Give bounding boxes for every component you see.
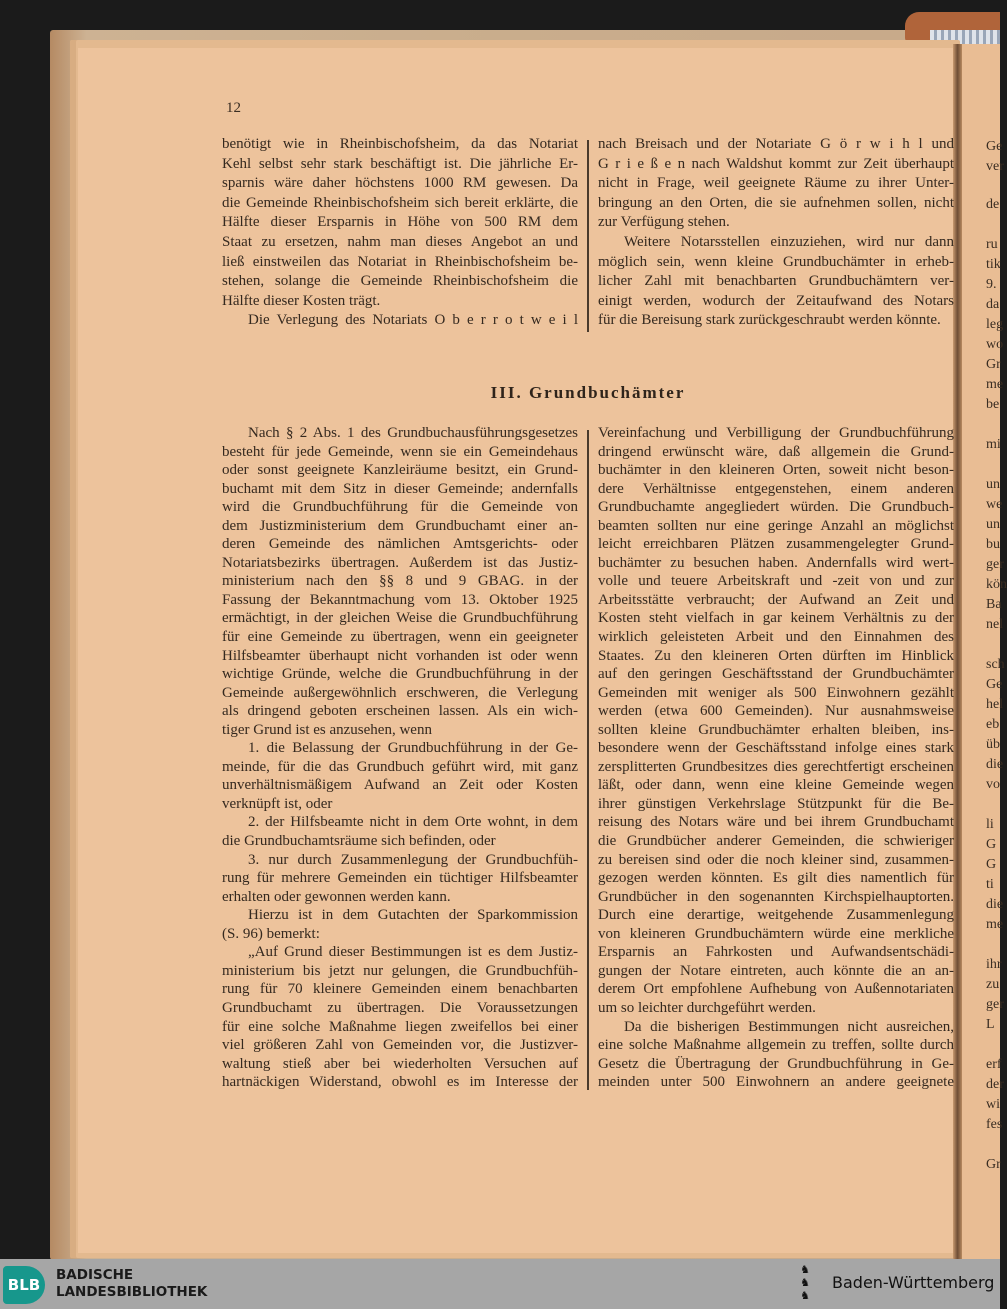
next-page-fragment: der: [986, 1077, 1004, 1092]
text-line: Staates. Zu den kleineren Orten dürften im Hinblick: [598, 647, 954, 664]
text-line: Gemeinde außergewöhnlich erschweren, die Verlegung: [222, 684, 578, 701]
next-page-fragment: be: [986, 397, 1000, 412]
text-line: leicht erreichbaren Plätzen zusammengelegter Grund-: [598, 536, 954, 553]
next-page-fragment: Ge: [986, 677, 1003, 692]
text-line: volle und teuere Arbeitskraft und -zeit von und zur: [598, 573, 954, 590]
text-line: dem Justizministerium dem Grundbuchamt einer an-: [222, 517, 578, 534]
text-line: Nach § 2 Abs. 1 des Grundbuchausführungsgesetzes: [248, 425, 578, 441]
next-page-fragment: fes: [986, 1117, 1003, 1132]
next-page-fragment: wo: [986, 337, 1004, 352]
next-page-fragment: wi: [986, 1097, 1000, 1112]
text-line: 2. der Hilfsbeamte nicht in dem Orte wohnt, in dem: [248, 814, 578, 831]
text-line: 3. nur durch Zusammenlegung der Grundbuchfüh-: [248, 851, 578, 868]
text-line: Hälfte dieser Ersparnis in Höhe von 500 RM dem: [222, 214, 578, 231]
text-line: zur Verfügung stehen.: [598, 214, 730, 231]
next-page-fragment: ihr: [986, 957, 1002, 972]
text-line: ministerium bis jetzt nur gelungen, die Grundbuchfüh-: [222, 962, 578, 979]
text-line: derem Ort empfohlene Aufhebung von Außennotariaten: [598, 981, 954, 998]
next-page-fragment: bu: [986, 537, 1000, 552]
next-page-fragment: L: [986, 1017, 995, 1032]
text-line: läßt, oder dann, wenn eine kleine Gemeinde wegen: [598, 777, 954, 794]
text-line: dere Verhältnisse entgegenstehen, einem anderen: [598, 480, 954, 497]
text-line: sollten kleine Grundbuchämter erhalten bleiben, ins-: [598, 721, 954, 738]
blb-logo[interactable]: BLB: [3, 1266, 45, 1304]
text-line: Ersparnis an Fahrkosten und Aufwandsentschädi-: [598, 944, 954, 961]
text-line: Hilfsbeamter überhaupt nicht vorhanden ist oder wenn: [222, 647, 578, 664]
gutter: [953, 44, 962, 1259]
next-page-fragment: de: [986, 197, 1000, 212]
text-line: 1. die Belassung der Grundbuchführung in der Ge-: [248, 740, 578, 757]
text-line: von kleineren Grundbuchämtern würde eine merkliche: [598, 925, 954, 942]
text-line: nach Breisach und der Notariate G ö r w i h l und: [598, 136, 954, 152]
text-line: rung für 70 kleinere Gemeinden einem benachbarten: [222, 981, 578, 998]
text-line: hartnäckigen Widerstand, obwohl es im Interesse der: [222, 1074, 578, 1091]
text-line: unverhältnismäßigem Aufwand an Zeit oder Kosten: [222, 777, 578, 794]
text-line: möglich sein, wenn kleine Grundbuchämter in erheb-: [598, 253, 954, 270]
text-line: für die Bereisung stark zurückgeschraubt werden könnte.: [598, 312, 941, 329]
next-page-fragment: sch: [986, 657, 1005, 672]
next-page-fragment: ru: [986, 237, 998, 252]
text-line: buchämter in den kleineren Orten, soweit nicht beson-: [598, 462, 954, 479]
text-line: licher Zahl mit benachbarten Grundbuchämtern ver-: [598, 273, 954, 290]
section-heading: III. Grundbuchämter: [490, 383, 686, 402]
next-page-fragment: die: [986, 757, 1004, 772]
text-line: beamten sollten nur eine geringe Anzahl an möglichst: [598, 517, 954, 534]
text-line: rung für mehrere Gemeinden ein tüchtiger Hilfsbeamter: [222, 870, 578, 887]
text-line: tiger Grund ist es anzusehen, wenn: [222, 721, 432, 738]
text-line: reisung des Notars wäre und bei ihrem Grundbuchamt: [598, 814, 954, 831]
text-line: Weitere Notarsstellen einzuziehen, wird nur dann: [624, 233, 954, 250]
next-page-fragment: die: [986, 897, 1004, 912]
text-line: Durch eine derartige, weitgehende Zusammenlegung: [598, 907, 954, 924]
column-rule: [587, 140, 589, 332]
text-line: Grundbuchamt zu übertragen. Die Voraussetzungen: [222, 999, 578, 1016]
text-line: Da die bisherigen Bestimmungen nicht ausreichen,: [624, 1018, 954, 1035]
text-line: nicht in Frage, weil geeignete Räume zu ihrer Unter-: [598, 175, 954, 192]
library-name-line1: BADISCHE: [56, 1267, 134, 1283]
text-line: dringend erwünscht wäre, daß allgemein die Grund-: [598, 443, 954, 460]
text-line: ministerium nach den §§ 8 und 9 GBAG. in der: [222, 573, 578, 590]
next-page-fragment: nel: [986, 617, 1004, 632]
text-line: Kosten steht vielfach in gar keinem Verhältnis zu der: [598, 610, 954, 627]
next-page-fragment: me: [986, 377, 1004, 392]
text-line: einigt werden, wodurch der Zeitaufwand des Notars: [598, 292, 954, 309]
next-page-fragment: zu: [986, 977, 1000, 992]
text-line: (S. 96) bemerkt:: [222, 925, 320, 942]
library-name[interactable]: [56, 1267, 207, 1301]
next-page-fragment: G: [986, 857, 997, 872]
text-line: viel größeren Zahl von Gemeinden vor, die Justizver-: [222, 1037, 578, 1054]
text-line: Fassung der Bekanntmachung vom 13. Oktober 1925: [222, 591, 578, 608]
text-line: deren Gemeinde des nämlichen Amtsgerichts- oder: [222, 536, 578, 553]
text-line: meinden unter 500 Einwohnern an andere geeignete: [598, 1074, 954, 1091]
next-page-fragment: ger: [986, 557, 1004, 572]
text-line: Hierzu ist in dem Gutachten der Sparkommission: [248, 907, 578, 924]
text-line: wirklich geleisteten Arbeit und den Einnahmen des: [598, 629, 954, 646]
bottom-left-column: [222, 424, 578, 1092]
next-page-fragment: mi: [986, 437, 1001, 452]
next-page-edge: [962, 44, 1007, 1259]
text-line: benötigt wie in Rheinbischofsheim, da das Notariat: [222, 136, 578, 152]
next-page-fragment: erf: [986, 1057, 1002, 1072]
next-page-fragment: vo: [986, 777, 1000, 792]
text-line: für eine Gemeinde zu übertragen, wenn ein geeigneter: [222, 629, 578, 646]
text-line: Grundbuchamte angegliedert würden. Die Grundbuch-: [598, 499, 954, 516]
next-page-fragment: üb: [986, 737, 1000, 752]
next-page-fragment: hel: [986, 697, 1004, 712]
next-page-fragment: tik: [986, 257, 1001, 272]
text-line: für eine solche Maßnahme liegen zweifellos bei einer: [222, 1018, 578, 1035]
text-line: ließ einstweilen das Notariat in Rheinbischofsheim be-: [222, 253, 578, 270]
text-line: auf den geringen Geschäftsstand der Grundbuchämter: [598, 666, 954, 683]
text-line: besondere wenn der Geschäftsstand infolge eines stark: [598, 740, 954, 757]
text-line: Kehl selbst sehr stark beschäftigt ist. Die jährliche Er-: [222, 155, 578, 172]
text-line: Vereinfachung und Verbilligung der Grundbuchführung: [598, 425, 954, 441]
next-page-fragment: Ba: [986, 597, 1002, 612]
next-page-fragment: kön: [986, 577, 1007, 592]
text-line: eine solche Maßnahme allgemein zu treffen, sollte durch: [598, 1037, 954, 1054]
text-line: sparnis wäre daher höchstens 1000 RM gewesen. Da: [222, 175, 578, 192]
text-line: buchamt mit dem Sitz in dieser Gemeinde; andernfalls: [222, 480, 578, 497]
text-line: wird die Grundbuchführung für die Gemeinde von: [222, 499, 578, 516]
next-page-fragment: da: [986, 297, 1000, 312]
text-line: Die Verlegung des Notariats O b e r r o t w e i l: [248, 312, 578, 329]
text-line: die Gemeinde Rheinbischofsheim sich bereit erklärte, die: [222, 194, 578, 211]
next-page-fragment: Gr: [986, 1157, 1001, 1172]
text-line: die Grundbuchamtsräume sich befinden, oder: [222, 833, 496, 850]
next-page-fragment: Gr: [986, 357, 1001, 372]
lion-emblem-icon: ♞ ♞ ♞: [800, 1264, 810, 1302]
column-rule: [587, 430, 589, 1090]
text-line: Arbeitsstätte verbraucht; der Aufwand an Zeit und: [598, 591, 954, 608]
text-line: verknüpft ist, oder: [222, 795, 333, 812]
next-page-fragment: un: [986, 517, 1000, 532]
bottom-right-column: [598, 424, 954, 1092]
text-line: gezogen werden könnten. Es gilt dies namentlich für: [598, 870, 954, 887]
text-line: ermächtigt, in der gleichen Weise die Grundbuchführung: [222, 610, 578, 627]
text-line: die Grundbücher anderer Gemeinden, die schwieriger: [598, 833, 954, 850]
text-line: Gesetz die Übertragung der Grundbuchführung in Ge-: [598, 1055, 954, 1072]
next-page-fragment: ver: [986, 159, 1004, 174]
text-line: als dringend geboten erscheinen lassen. Als ein wich-: [222, 703, 578, 720]
footer-bar: [0, 1259, 1000, 1309]
text-line: Gemeinden mit weniger als 500 Einwohnern gezählt: [598, 684, 954, 701]
next-page-fragment: 9.: [986, 277, 997, 292]
text-line: um so leichter durchgeführt werden.: [598, 999, 816, 1016]
text-line: werden (etwa 600 Gemeinden). Nur ausnahmsweise: [598, 703, 954, 720]
state-label[interactable]: Baden-Württemberg: [832, 1273, 995, 1292]
text-line: buchämter zu besuchen haben. Andernfalls wird wert-: [598, 554, 954, 571]
text-line: Grundbücher in den sogenannten Kirchspielhauptorten.: [598, 888, 954, 905]
next-page-fragment: Ge: [986, 139, 1003, 154]
text-line: G r i e ß e n nach Waldshut kommt zur Zeit überhaupt: [598, 155, 954, 172]
top-left-column: [222, 135, 578, 331]
text-line: zersplitterten Grundbesitzes dies gerechtfertigt erscheinen: [598, 758, 954, 775]
text-line: besteht für jede Gemeinde, wenn sie ein Gemeindehaus: [222, 443, 578, 460]
next-page-fragment: leg: [986, 317, 1004, 332]
text-line: Staat zu ersetzen, nahm man dieses Angebot an und: [222, 233, 578, 250]
text-line: stehen, solange die Gemeinde Rheinbischofsheim die: [222, 273, 578, 290]
next-page-fragment: eb: [986, 717, 1000, 732]
next-page-fragment: G: [986, 837, 997, 852]
text-line: oder sonst geeignete Kanzleiräume besitzt, ein Grund-: [222, 462, 578, 479]
text-line: waltung stieß aber bei wiederholten Versuchen auf: [222, 1055, 578, 1072]
text-line: ihrer günstigen Verkehrslage Stützpunkt für die Be-: [598, 795, 954, 812]
library-name-line2: LANDESBIBLIOTHEK: [56, 1284, 208, 1300]
text-line: „Auf Grund dieser Bestimmungen ist es dem Justiz-: [248, 944, 578, 961]
text-line: erhalten oder gewonnen werden kann.: [222, 888, 451, 905]
top-right-column: [598, 135, 954, 331]
text-line: meinde, für die das Grundbuch geführt wird, mit ganz: [222, 758, 578, 775]
next-page-fragment: ger: [986, 997, 1004, 1012]
text-line: zu bereisen sind oder die noch kleiner sind, zusammen-: [598, 851, 954, 868]
text-line: Notariatsbezirks übertragen. Außerdem ist das Justiz-: [222, 554, 578, 571]
text-line: wichtige Gründe, welche die Grundbuchführung in der: [222, 666, 578, 683]
text-line: bringung an den Orten, die sie aufnehmen sollen, nicht: [598, 194, 954, 211]
text-line: Hälfte dieser Kosten trägt.: [222, 292, 381, 309]
next-page-fragment: ti: [986, 877, 994, 892]
page-number: 12: [226, 100, 241, 116]
next-page-fragment: un: [986, 477, 1000, 492]
next-page-fragment: me: [986, 917, 1004, 932]
text-line: gungen der Notare eintreten, auch könnte die an an-: [598, 962, 954, 979]
next-page-fragment: li: [986, 817, 994, 832]
next-page-fragment: we: [986, 497, 1003, 512]
